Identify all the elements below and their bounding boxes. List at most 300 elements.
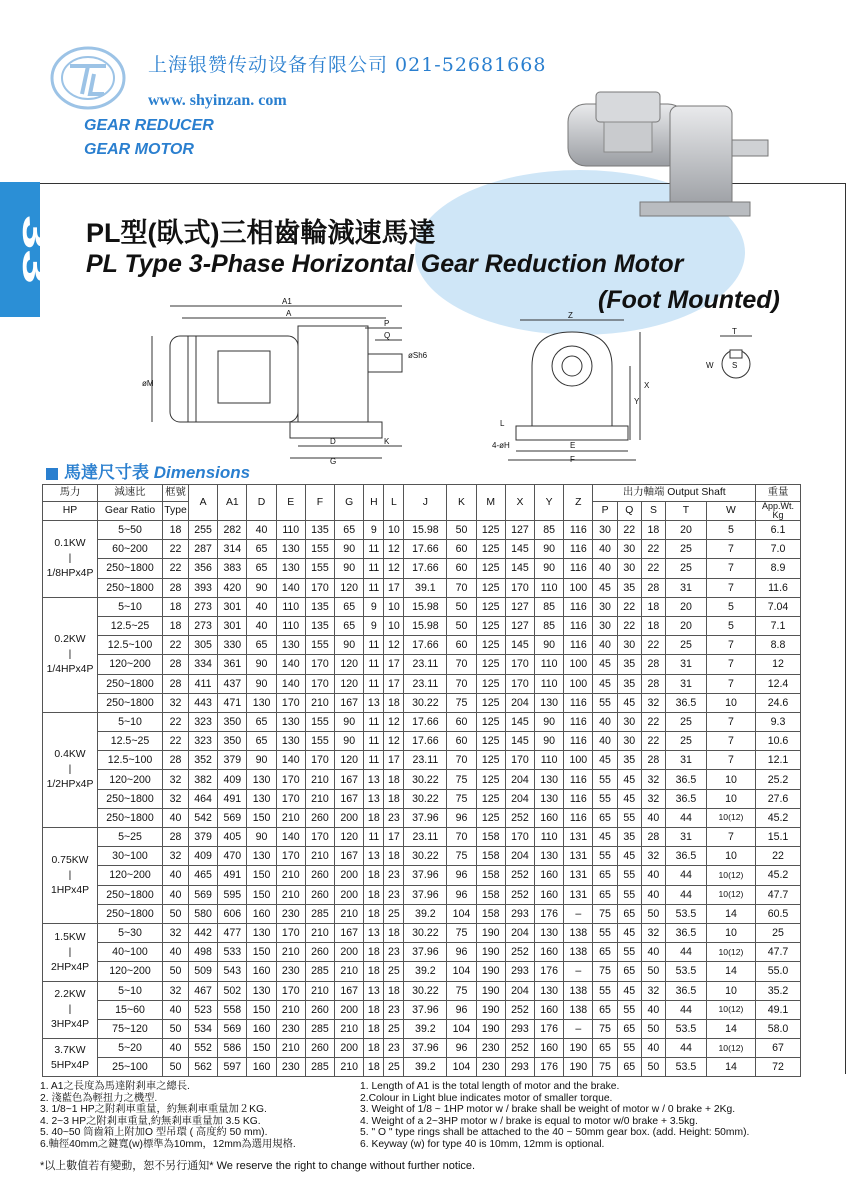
table-cell: 260 (305, 1039, 334, 1058)
table-cell: 28 (641, 655, 665, 674)
table-cell: 170 (276, 923, 305, 942)
table-cell: 155 (305, 540, 334, 559)
header-frame-en: Type (163, 502, 189, 521)
front-view-drawing (508, 320, 640, 460)
table-cell: 40 (163, 885, 189, 904)
table-cell: 293 (505, 962, 534, 981)
header-frame-cn: 框號 (163, 485, 189, 502)
table-cell: 22 (163, 732, 189, 751)
table-cell: 158 (476, 847, 505, 866)
table-cell: 36.5 (666, 789, 707, 808)
table-cell: 116 (564, 521, 593, 540)
table-cell: 65 (593, 1000, 617, 1019)
table-cell: 7 (706, 540, 755, 559)
table-cell: 15.98 (404, 597, 447, 616)
table-cell: 18 (641, 521, 665, 540)
label-S: S (732, 361, 738, 370)
label-W: W (706, 361, 714, 370)
table-cell: 170 (505, 578, 534, 597)
header-ratio-en: Gear Ratio (98, 502, 163, 521)
note-en-2: 2.Colour in Light blue indicates motor of smaller torque. (360, 1092, 613, 1104)
table-cell: 65 (335, 521, 364, 540)
hp-line: 1HPx4P (50, 884, 90, 896)
table-cell: 167 (335, 770, 364, 789)
dimensions-table-body (43, 521, 801, 1077)
dimension-drawing (140, 296, 800, 466)
table-cell: 23.11 (404, 828, 447, 847)
table-cell: 50 (641, 962, 665, 981)
table-cell: 18 (364, 1019, 384, 1038)
table-cell: 125 (476, 808, 505, 827)
table-cell: 552 (189, 1039, 218, 1058)
table-cell: 138 (564, 943, 593, 962)
table-cell: 135 (305, 521, 334, 540)
table-cell: 96 (447, 808, 476, 827)
table-cell: 45 (617, 789, 641, 808)
table-cell: 25 (756, 923, 801, 942)
note-en-6: 6. Keyway (w) for type 40 is 10mm, 12mm is optional. (360, 1138, 605, 1150)
table-cell: 30.22 (404, 693, 447, 712)
table-cell: 443 (189, 693, 218, 712)
table-cell: 110 (535, 578, 564, 597)
table-cell: 569 (218, 808, 247, 827)
table-cell: 67 (756, 1039, 801, 1058)
footer-disclaimer (40, 1157, 475, 1173)
table-cell: 465 (189, 866, 218, 885)
table-cell: 44 (666, 943, 707, 962)
table-cell: 40 (641, 943, 665, 962)
table-cell: 491 (218, 789, 247, 808)
table-cell: 130 (535, 693, 564, 712)
table-cell: 477 (218, 923, 247, 942)
table-cell: 10(12) (706, 943, 755, 962)
table-cell: 125 (476, 751, 505, 770)
table-cell: 40 (163, 808, 189, 827)
brand-gear-motor: GEAR MOTOR (84, 141, 194, 158)
table-cell: 50 (163, 904, 189, 923)
table-cell: 158 (476, 885, 505, 904)
label-E: E (570, 441, 576, 450)
table-cell: 18 (364, 1000, 384, 1019)
table-cell: 176 (535, 1058, 564, 1077)
table-cell: 204 (505, 770, 534, 789)
table-cell: 22 (163, 559, 189, 578)
table-cell: 170 (305, 674, 334, 693)
table-cell: 125 (476, 712, 505, 731)
table-cell: 7 (706, 828, 755, 847)
table-cell: 40~100 (98, 943, 163, 962)
table-cell: 120 (335, 751, 364, 770)
table-cell: 22 (617, 616, 641, 635)
table-cell: 170 (305, 751, 334, 770)
table-row (43, 981, 801, 1000)
table-cell: 160 (535, 885, 564, 904)
table-row (43, 751, 801, 770)
table-cell: 30 (617, 636, 641, 655)
table-cell: 17.66 (404, 712, 447, 731)
table-cell: 7 (706, 655, 755, 674)
table-cell: 75 (447, 770, 476, 789)
brand-gear-reducer: GEAR REDUCER (84, 117, 214, 134)
table-cell: 18 (364, 943, 384, 962)
table-cell: 130 (247, 847, 276, 866)
table-row (43, 578, 801, 597)
table-cell: 12 (756, 655, 801, 674)
table-cell: 120~200 (98, 962, 163, 981)
table-cell: 10 (384, 616, 404, 635)
table-cell: 65 (593, 943, 617, 962)
table-cell: 10(12) (706, 1000, 755, 1019)
table-cell: 125 (476, 521, 505, 540)
table-cell: 127 (505, 521, 534, 540)
table-cell: 150 (247, 866, 276, 885)
table-cell: 18 (641, 597, 665, 616)
table-cell: 40 (593, 559, 617, 578)
table-cell: 18 (364, 904, 384, 923)
table-cell: 22 (641, 712, 665, 731)
table-cell: 110 (276, 521, 305, 540)
note-en-5: 5. " O " type rings shall be attached to the 40 ~ 50mm gear box. (add. Height: 50mm). (360, 1127, 750, 1139)
table-cell: 35 (617, 578, 641, 597)
table-cell: 14 (706, 1058, 755, 1077)
table-cell: 569 (218, 1019, 247, 1038)
table-cell: 50 (163, 962, 189, 981)
header-col-H: H (364, 485, 384, 521)
table-cell: 167 (335, 981, 364, 1000)
table-cell: 13 (364, 770, 384, 789)
table-cell: 498 (189, 943, 218, 962)
header-col-Z: Z (564, 485, 593, 521)
table-cell: 65 (617, 1019, 641, 1038)
table-cell: 30 (593, 597, 617, 616)
table-cell: 230 (476, 1058, 505, 1077)
table-cell: 75~120 (98, 1019, 163, 1038)
table-cell: 45 (593, 655, 617, 674)
table-cell: 17.66 (404, 540, 447, 559)
table-cell: 5~25 (98, 828, 163, 847)
table-cell: 40 (163, 943, 189, 962)
table-cell: 9.3 (756, 712, 801, 731)
table-cell: 10 (706, 789, 755, 808)
table-cell: 65 (593, 885, 617, 904)
table-cell: 37.96 (404, 1000, 447, 1019)
company-name: 上海银赞传动设备有限公司 021-52681668 (148, 54, 547, 76)
table-cell: 96 (447, 866, 476, 885)
hp-cell (43, 712, 98, 827)
label-M: øM (142, 379, 154, 388)
header-col-E: E (276, 485, 305, 521)
table-cell: 35 (617, 674, 641, 693)
table-cell: 12.5~25 (98, 616, 163, 635)
table-cell: 6.1 (756, 521, 801, 540)
table-cell: 160 (535, 1039, 564, 1058)
table-cell: 85 (535, 521, 564, 540)
label-Sh6: øSh6 (408, 351, 428, 360)
table-cell: 252 (505, 808, 534, 827)
table-cell: 28 (163, 578, 189, 597)
table-cell: 22 (641, 540, 665, 559)
table-cell: 25 (384, 904, 404, 923)
table-cell: 55 (593, 923, 617, 942)
table-cell: 5~50 (98, 521, 163, 540)
table-cell: 204 (505, 847, 534, 866)
table-cell: 55 (617, 943, 641, 962)
hp-cell (43, 923, 98, 981)
table-cell: 250~1800 (98, 674, 163, 693)
table-cell: 301 (218, 597, 247, 616)
table-cell: 104 (447, 1058, 476, 1077)
table-cell: 323 (189, 712, 218, 731)
header-weight-en1: App.Wt. (761, 501, 794, 511)
table-cell: 116 (564, 559, 593, 578)
table-cell: 90 (247, 578, 276, 597)
label-D: D (330, 437, 336, 446)
table-cell: 75 (593, 962, 617, 981)
table-cell: 9 (364, 521, 384, 540)
table-cell: 10 (706, 770, 755, 789)
table-cell: 30 (617, 732, 641, 751)
table-cell: 37.96 (404, 1039, 447, 1058)
dimensions-heading-en: Dimensions (153, 463, 251, 482)
table-cell: 55 (617, 1000, 641, 1019)
table-cell: 58.0 (756, 1019, 801, 1038)
table-cell: 145 (505, 540, 534, 559)
header-col-F: F (305, 485, 334, 521)
table-cell: 18 (163, 616, 189, 635)
table-cell: 155 (305, 559, 334, 578)
table-row (43, 712, 801, 731)
table-cell: 96 (447, 885, 476, 904)
table-cell: 471 (218, 693, 247, 712)
table-cell: 230 (276, 904, 305, 923)
table-cell: 260 (305, 885, 334, 904)
table-cell: 45 (593, 751, 617, 770)
table-cell: 50 (163, 1058, 189, 1077)
label-Y: Y (634, 397, 640, 406)
table-cell: 44 (666, 866, 707, 885)
label-L: L (500, 419, 505, 428)
table-row (43, 943, 801, 962)
header-col-P: P (593, 502, 617, 521)
table-cell: 125 (476, 674, 505, 693)
table-cell: 23 (384, 1039, 404, 1058)
hp-cell (43, 597, 98, 712)
table-cell: 250~1800 (98, 559, 163, 578)
table-cell: 167 (335, 693, 364, 712)
table-row (43, 828, 801, 847)
table-cell: 125 (476, 789, 505, 808)
table-row (43, 1000, 801, 1019)
table-cell: 260 (305, 943, 334, 962)
table-cell: 22 (756, 847, 801, 866)
table-cell: 116 (564, 770, 593, 789)
header-col-G: G (335, 485, 364, 521)
table-cell: 70 (447, 828, 476, 847)
table-cell: 55.0 (756, 962, 801, 981)
table-cell: 190 (476, 1019, 505, 1038)
table-cell: 138 (564, 923, 593, 942)
table-row (43, 885, 801, 904)
table-cell: 334 (189, 655, 218, 674)
table-cell: 9 (364, 597, 384, 616)
table-cell: 17 (384, 751, 404, 770)
table-cell: 90 (247, 751, 276, 770)
table-cell: 11 (364, 540, 384, 559)
table-cell: 49.1 (756, 1000, 801, 1019)
table-cell: 352 (189, 751, 218, 770)
table-cell: 39.1 (404, 578, 447, 597)
table-cell: 250~1800 (98, 578, 163, 597)
table-cell: 210 (305, 693, 334, 712)
table-cell: 44 (666, 808, 707, 827)
table-cell: 22 (641, 559, 665, 578)
header-ratio-cn: 減速比 (98, 485, 163, 502)
table-cell: 543 (218, 962, 247, 981)
table-cell: 45 (617, 693, 641, 712)
table-cell: 37.96 (404, 866, 447, 885)
table-cell: 23 (384, 885, 404, 904)
table-cell: 442 (189, 923, 218, 942)
hp-line: 2.2KW (54, 989, 86, 1001)
table-cell: 27.6 (756, 789, 801, 808)
hp-cell (43, 828, 98, 924)
table-cell: 155 (305, 732, 334, 751)
company-website[interactable]: www. shyinzan. com (148, 92, 287, 109)
table-cell: – (564, 1019, 593, 1038)
table-cell: 40 (163, 1039, 189, 1058)
table-cell: 210 (335, 904, 364, 923)
table-cell: 13 (364, 789, 384, 808)
table-cell: 190 (476, 1000, 505, 1019)
table-row (43, 636, 801, 655)
table-cell: 11 (364, 578, 384, 597)
table-cell: 90 (535, 732, 564, 751)
table-cell: 90 (335, 732, 364, 751)
table-cell: 90 (247, 655, 276, 674)
table-row (43, 847, 801, 866)
table-cell: 210 (276, 866, 305, 885)
table-row (43, 866, 801, 885)
table-cell: 47.7 (756, 885, 801, 904)
table-cell: 127 (505, 616, 534, 635)
note-cn-3: 3. 1/8~1 HP之附剎車重量，約無剎車重量加２KG. (40, 1104, 267, 1116)
table-cell: 17 (384, 828, 404, 847)
hp-line: 0.75KW (51, 854, 89, 866)
table-cell: 40 (247, 521, 276, 540)
table-cell: 70 (447, 751, 476, 770)
table-cell: 53.5 (666, 1058, 707, 1077)
table-cell: 131 (564, 828, 593, 847)
table-cell: 60.5 (756, 904, 801, 923)
hp-line: 3.7KW (54, 1044, 86, 1056)
table-cell: 22 (641, 636, 665, 655)
table-cell: 65 (617, 962, 641, 981)
table-cell: 125 (476, 693, 505, 712)
note-cn-5: 5. 40~50 筒齒箱上附加O 型吊環 ( 高度約 50 mm). (40, 1127, 268, 1139)
table-cell: 75 (593, 904, 617, 923)
table-cell: 45.2 (756, 808, 801, 827)
table-cell: 160 (535, 943, 564, 962)
hp-cell (43, 521, 98, 598)
table-cell: 170 (505, 751, 534, 770)
table-cell: 13 (364, 693, 384, 712)
table-cell: 25 (666, 712, 707, 731)
table-cell: 75 (447, 789, 476, 808)
table-cell: 30.22 (404, 923, 447, 942)
header-col-M: M (476, 485, 505, 521)
table-cell: 230 (476, 1039, 505, 1058)
header-col-Q: Q (617, 502, 641, 521)
hp-line: | (68, 649, 72, 661)
table-cell: 36.5 (666, 923, 707, 942)
label-A1: A1 (282, 297, 292, 306)
table-cell: 116 (564, 712, 593, 731)
table-cell: 116 (564, 808, 593, 827)
table-cell: 60 (447, 559, 476, 578)
table-cell: 31 (666, 828, 707, 847)
table-cell: 65 (617, 1058, 641, 1077)
table-cell: 14 (706, 904, 755, 923)
table-cell: 50 (641, 1058, 665, 1077)
table-cell: 145 (505, 712, 534, 731)
table-cell: 65 (247, 712, 276, 731)
table-cell: 25 (666, 636, 707, 655)
table-cell: 40 (641, 1039, 665, 1058)
table-cell: 70 (447, 674, 476, 693)
table-cell: 32 (641, 981, 665, 1000)
table-cell: 135 (305, 597, 334, 616)
hp-line: 0.2KW (54, 634, 86, 646)
header-col-L: L (384, 485, 404, 521)
table-cell: 210 (335, 1058, 364, 1077)
table-cell: 314 (218, 540, 247, 559)
table-cell: 204 (505, 923, 534, 942)
table-cell: 28 (163, 655, 189, 674)
table-cell: 7 (706, 732, 755, 751)
table-cell: 252 (505, 885, 534, 904)
table-cell: 39.2 (404, 962, 447, 981)
table-cell: 45 (617, 847, 641, 866)
label-F: F (570, 455, 575, 464)
table-cell: 130 (276, 636, 305, 655)
table-cell: 160 (247, 962, 276, 981)
table-cell: 18 (641, 616, 665, 635)
table-cell: 155 (305, 712, 334, 731)
table-cell: 542 (189, 808, 218, 827)
table-cell: 65 (335, 616, 364, 635)
header-col-S: S (641, 502, 665, 521)
table-cell: 11 (364, 732, 384, 751)
table-cell: 210 (305, 923, 334, 942)
table-cell: 32 (163, 789, 189, 808)
table-cell: 200 (335, 943, 364, 962)
table-cell: 285 (305, 904, 334, 923)
table-cell: 75 (447, 981, 476, 1000)
table-cell: 65 (593, 1039, 617, 1058)
table-cell: 32 (163, 923, 189, 942)
table-cell: 90 (335, 559, 364, 578)
table-row (43, 655, 801, 674)
table-cell: 24.6 (756, 693, 801, 712)
table-cell: 17 (384, 578, 404, 597)
table-cell: 36.5 (666, 847, 707, 866)
page-number-tab (0, 182, 54, 317)
table-cell: 120 (335, 674, 364, 693)
table-cell: 150 (247, 943, 276, 962)
table-cell: 11 (364, 828, 384, 847)
table-cell: 12.1 (756, 751, 801, 770)
table-cell: 10 (706, 847, 755, 866)
